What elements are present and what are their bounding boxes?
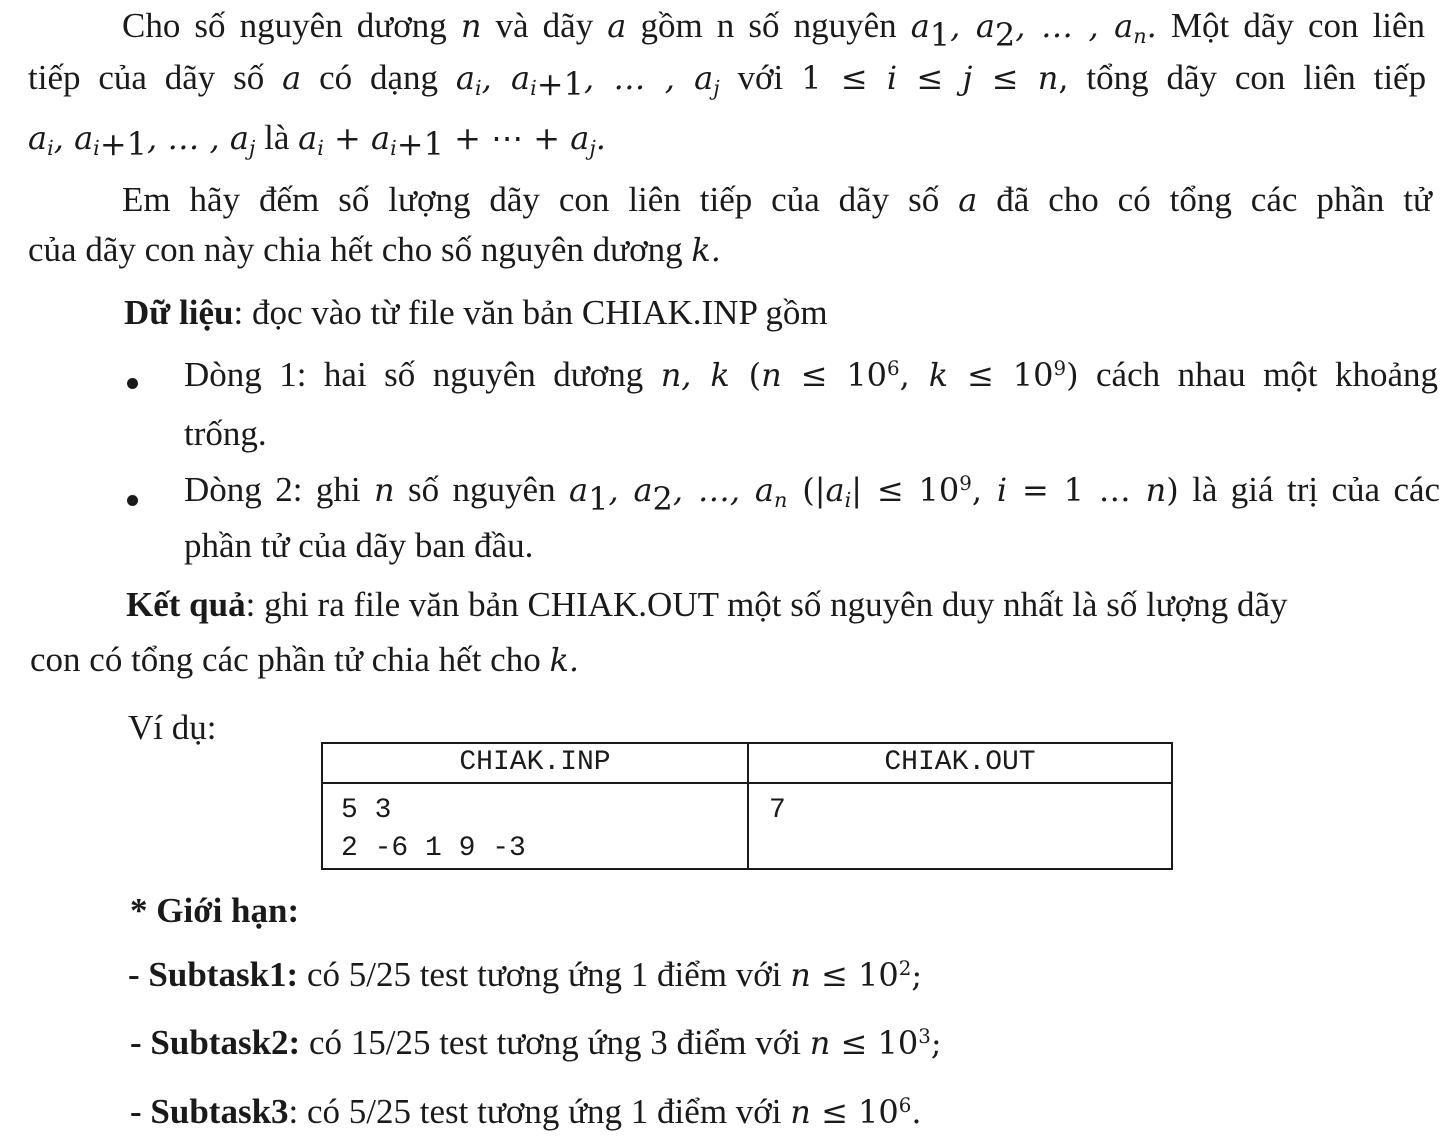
output-line-1: 7	[769, 795, 786, 826]
output-line2: con có tổng các phần tử chia hết cho k.	[30, 640, 580, 679]
para2-line2: của dãy con này chia hết cho số nguyên dương k.	[28, 230, 721, 269]
limits-title: * Giới hạn:	[130, 891, 300, 930]
header-output-file: CHIAK.OUT	[748, 743, 1172, 783]
input-bullet2-line1: Dòng 2: ghi n số nguyên $a_1$, $a_2$, …, $a_n$ ($|a_i| \le 10^9$, i = 1 … n) là giá trị của các	[184, 470, 1441, 518]
header-input-file: CHIAK.INP	[322, 743, 748, 783]
input-bullet1-line2: trống.	[184, 414, 267, 453]
example-table	[321, 742, 1173, 870]
example-label: Ví dụ:	[128, 708, 217, 747]
subtask2: - Subtask2: có 15/25 test tương ứng 3 điểm với $n \le 10^3$;	[130, 1023, 942, 1062]
output-line1: Kết quả: ghi ra file văn bản CHIAK.OUT một số nguyên duy nhất là số lượng dãy	[126, 585, 1288, 624]
input-bullet2-line2: phần tử của dãy ban đầu.	[184, 526, 534, 565]
para2-line1: Em hãy đếm số lượng dãy con liên tiếp của dãy số a đã cho có tổng các phần tử	[122, 180, 1432, 219]
para1-line1: Cho số nguyên dương n và dãy a gồm n số nguyên $a_1$, $a_2$, … , $a_n$. Một dãy con liên	[122, 6, 1426, 54]
subtask1: - Subtask1: có 5/25 test tương ứng 1 điểm với $n \le 10^2$;	[128, 955, 923, 994]
bullet-dot	[127, 378, 138, 389]
input-line-2: 2 -6 1 9 -3	[341, 833, 526, 864]
input-heading: Dữ liệu: đọc vào từ file văn bản CHIAK.INP gồm	[124, 293, 828, 332]
input-line-1: 5 3	[341, 795, 392, 826]
input-bullet1-line1: Dòng 1: hai số nguyên dương n, k ($n \le 10^6$, $k \le 10^9$) cách nhau một khoảng	[184, 355, 1439, 394]
bullet-dot	[127, 495, 138, 506]
para1-line3: $a_i$, $a_{i+1}$, … , $a_j$ là $a_i + a_{i+1}$ + ⋯ + $a_j$.	[28, 118, 606, 163]
output-cell	[748, 783, 1172, 869]
table-header-row	[322, 743, 1172, 783]
para1-line2: tiếp của dãy số a có dạng $a_i$, $a_{i+1}$, … , $a_j$ với 1 ≤ i ≤ j ≤ n, tổng dãy con liên tiếp	[28, 58, 1427, 103]
subtask3: - Subtask3: có 5/25 test tương ứng 1 điểm với $n \le 10^6$.	[130, 1092, 922, 1131]
input-cell	[322, 783, 748, 869]
table-row	[322, 783, 1172, 869]
